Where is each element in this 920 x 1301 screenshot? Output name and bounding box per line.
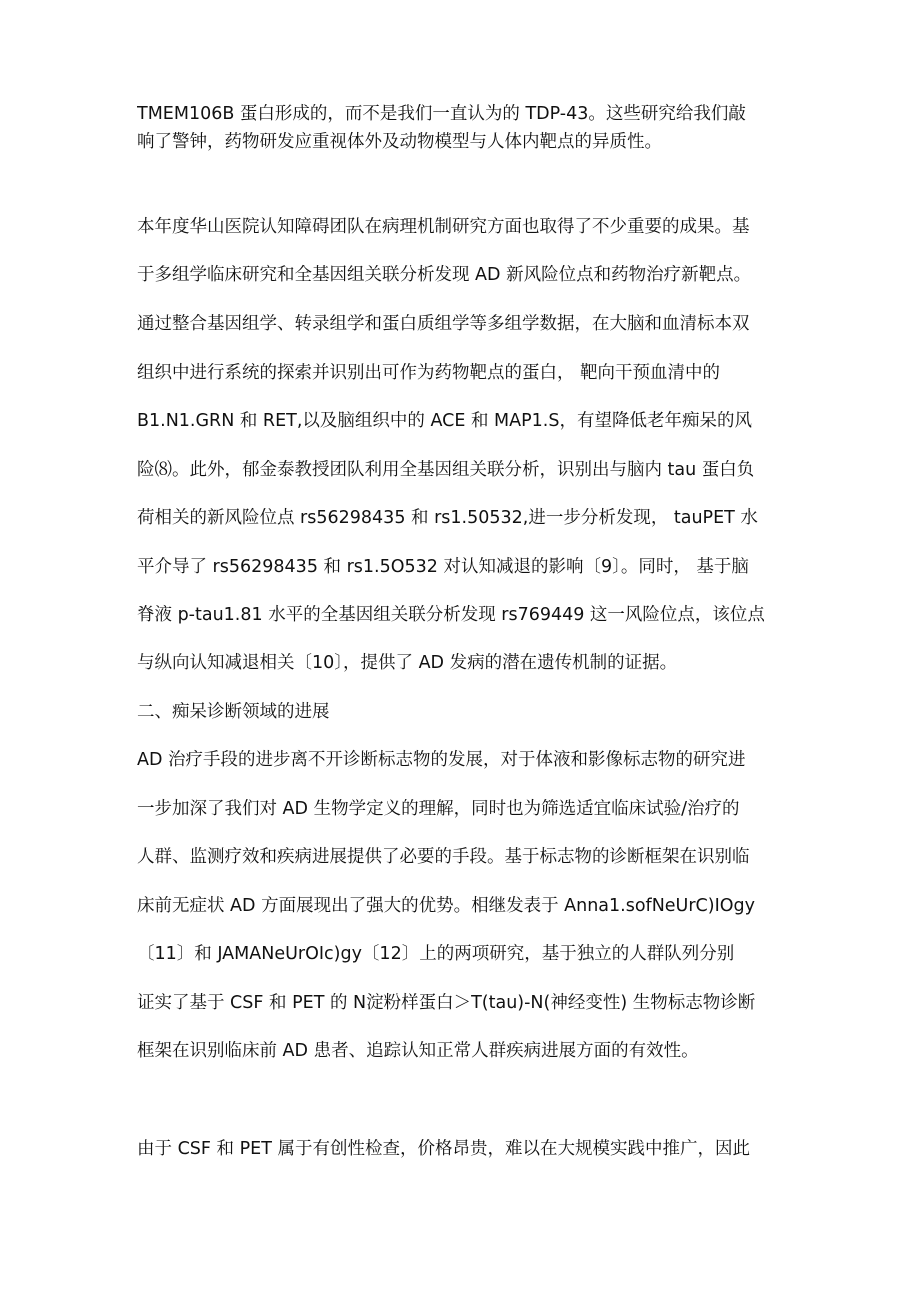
paragraph-1-line-2: 响了警钟，药物研发应重视体外及动物模型与人体内靶点的异质性。 [137, 132, 662, 152]
paragraph-2-line-5: B1.N1.GRN 和 RET,以及脑组织中的 ACE 和 MAP1.S，有望降低老年痴呆的风 [137, 411, 752, 431]
paragraph-2-line-6: 险⑻。此外，郁金泰教授团队利用全基因组关联分析，识别出与脑内 tau 蛋白负 [137, 460, 755, 480]
paragraph-3-line-1: AD 治疗手段的进步离不开诊断标志物的发展，对于体液和影像标志物的研究进 [137, 750, 746, 770]
paragraph-2-line-1: 本年度华山医院认知障碍团队在病理机制研究方面也取得了不少重要的成果。基 [137, 217, 750, 237]
paragraph-2-line-4: 组织中进行系统的探索并识别出可作为药物靶点的蛋白， 靶向干预血清中的 [137, 363, 721, 383]
paragraph-3-line-5: 〔11〕和 JAMANeUrOIc)gy〔12〕上的两项研究，基于独立的人群队列分别 [137, 944, 735, 964]
paragraph-4-line-1: 由于 CSF 和 PET 属于有创性检查，价格昂贵，难以在大规模实践中推广，因此 [137, 1139, 750, 1159]
paragraph-2-line-9: 脊液 p-tau1.81 水平的全基因组关联分析发现 rs769449 这一风险位点，该位点 [137, 605, 765, 625]
paragraph-3-line-4: 床前无症状 AD 方面展现出了强大的优势。相继发表于 Anna1.sofNeUrC)IOgy [137, 896, 756, 916]
paragraph-2-line-10: 与纵向认知减退相关〔10〕，提供了 AD 发病的潜在遗传机制的证据。 [137, 653, 678, 673]
paragraph-3-line-7: 框架在识别临床前 AD 患者、追踪认知正常人群疾病进展方面的有效性。 [137, 1041, 699, 1061]
section-heading: 二、痴呆诊断领域的进展 [137, 702, 330, 722]
paragraph-3-line-6: 证实了基于 CSF 和 PET 的 N淀粉样蛋白＞T(tau)-N(神经变性) 生物标志物诊断 [137, 993, 756, 1013]
paragraph-3-line-3: 人群、监测疗效和疾病进展提供了必要的手段。基于标志物的诊断框架在识别临 [137, 847, 750, 867]
paragraph-3-line-2: 一步加深了我们对 AD 生物学定义的理解，同时也为筛选适宜临床试验/治疗的 [137, 799, 740, 819]
paragraph-2-line-2: 于多组学临床研究和全基因组关联分析发现 AD 新风险位点和药物治疗新靶点。 [137, 265, 752, 285]
paragraph-2-line-7: 荷相关的新风险位点 rs56298435 和 rs1.50532,进一步分析发现， tauPET 水 [137, 508, 758, 528]
paragraph-1-line-1: TMEM106B 蛋白形成的，而不是我们一直认为的 TDP-43。这些研究给我们敲 [137, 104, 746, 124]
paragraph-2-line-3: 通过整合基因组学、转录组学和蛋白质组学等多组学数据，在大脑和血清标本双 [137, 314, 750, 334]
paragraph-2-line-8: 平介导了 rs56298435 和 rs1.5O532 对认知减退的影响〔9〕。同时， 基于脑 [137, 557, 749, 577]
